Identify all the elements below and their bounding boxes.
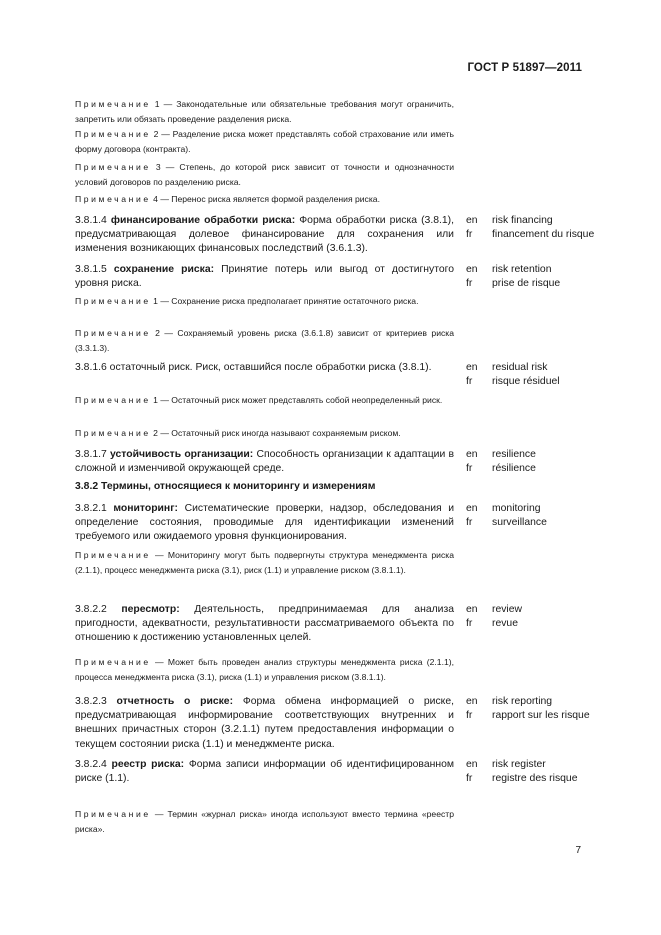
section-heading: 3.8.2 Термины, относящиеся к мониторингу и измерениям — [75, 481, 376, 492]
note-residual-1: Примечание 1 — Остаточный риск может представлять собой неопределенный риск. — [75, 395, 443, 405]
note-top-2: Примечание 2 — Разделение риска может представлять собой страхование или иметь форму договора (контракта). — [75, 129, 455, 154]
term-definition: Систематические проверки, надзор, обследования и определение состояния, проводимые для идентификации изменений требуемого или ожидаемого уровня функционирования. — [75, 503, 454, 543]
term-risk-register: 3.8.2.4 реестр риска: Форма записи информации об идентифицированном риске (1.1). — [75, 759, 455, 785]
term-definition: Форма обработки риска (3.8.1), предусматривающая долевое финансирование для сохранения или изменения возникающих финансовых последствий (3.6.1.3). — [75, 215, 455, 255]
term-residual-risk: 3.8.1.6 остаточный риск. Риск, оставшийся после обработки риска (3.8.1). — [75, 362, 432, 373]
term-name: реестр риска: — [111, 759, 185, 770]
term-risk-reporting: 3.8.2.3 отчетность о риске: Форма обмена информацией о риске, предусматривающая информирование соответствующих внутренних и внешних причастных сторон (3.2.1.1) путем предоставления информации о текущем состоянии риска (1.1) и менеджменте риска. — [75, 696, 454, 750]
term-name: отчетность о риске: — [116, 696, 234, 707]
note-top-4: Примечание 4 — Перенос риска является формой разделения риска. — [75, 194, 380, 204]
note-label: Примечание — [75, 99, 151, 109]
term-review: 3.8.2.2 пересмотр: Деятельность, предпринимаемая для анализа пригодности, адекватности, результативности рассматриваемого объекта по отношению к достижению установленных целей. — [75, 604, 455, 644]
term-name: мониторинг: — [113, 503, 179, 514]
page-number: 7 — [575, 845, 581, 856]
term-resilience: 3.8.1.7 устойчивость организации: Способность организации к адаптации в сложной и изменчивой окружающей среде. — [75, 449, 454, 475]
note-top-3: Примечание 3 — Степень, до которой риск зависит от точности и однозначности условий договоров по разделению риска. — [75, 162, 455, 187]
note-label: Примечание — [75, 129, 151, 139]
term-definition: Форма записи информации об идентифицированном риске (1.1). — [75, 759, 455, 785]
term-name: пересмотр: — [121, 604, 180, 615]
term-definition: Форма обмена информацией о риске, предусматривающая информирование соответствующих внутренних и внешних причастных сторон (3.2.1.1) путем предоставления информации о текущем состоянии риска (1.1) и менеджменте риска. — [75, 696, 454, 750]
note-label: Примечание — [75, 194, 151, 204]
note-retention-1: Примечание 1 — Сохранение риска предполагает принятие остаточного риска. — [75, 296, 419, 306]
term-name: финансирование обработки риска: — [110, 215, 296, 226]
note-top-1: Примечание 1 — Законодательные или обязательные требования могут ограничить, запретить или обязать проведение разделения риска. — [75, 99, 454, 124]
note-label: Примечание — [75, 162, 151, 172]
term-monitoring: 3.8.2.1 мониторинг: Систематические проверки, надзор, обследования и определение состояния, проводимые для идентификации изменений требуемого или ожидаемого уровня функционирования. — [75, 503, 454, 543]
term-name: устойчивость организации: — [110, 449, 254, 460]
term-risk-financing: 3.8.1.4 финансирование обработки риска: Форма обработки риска (3.8.1), предусматривающая долевое финансирование для сохранения или изменения возникающих финансовых последствий (3.6.1.3). — [75, 215, 455, 255]
note-review: Примечание — Может быть проведен анализ структуры менеджмента риска (2.1.1), процесса менеджмента риска (3.1), риска (1.1) и управления риском (3.8.1.1). — [75, 657, 454, 682]
document-header: ГОСТ Р 51897—2011 — [467, 62, 582, 74]
note-monitoring: Примечание — Мониторингу могут быть подвергнуты структура менеджмента риска (2.1.1), процесс менеджмента риска (3.1), риск (1.1) и управление риском (3.8.1.1). — [75, 550, 454, 575]
note-retention-2: Примечание 2 — Сохраняемый уровень риска (3.6.1.8) зависит от критериев риска (3.3.1.3). — [75, 328, 455, 353]
term-definition: Деятельность, предпринимаемая для анализа пригодности, адекватности, результативности рассматриваемого объекта по отношению к достижению установленных целей. — [75, 604, 455, 644]
term-definition: Риск, оставшийся после обработки риска (3.8.1). — [195, 362, 432, 373]
term-risk-retention: 3.8.1.5 сохранение риска: Принятие потерь или выгод от достигнутого уровня риска. — [75, 264, 454, 290]
term-definition: Принятие потерь или выгод от достигнутого уровня риска. — [75, 264, 454, 290]
term-definition: Способность организации к адаптации в сложной и изменчивой окружающей среде. — [75, 449, 454, 475]
term-name: остаточный риск. — [109, 362, 193, 373]
term-name: сохранение риска: — [113, 264, 215, 275]
note-residual-2: Примечание 2 — Остаточный риск иногда называют сохраняемым риском. — [75, 428, 401, 438]
note-risk-register: Примечание — Термин «журнал риска» иногда используют вместо термина «реестр риска». — [75, 809, 455, 834]
